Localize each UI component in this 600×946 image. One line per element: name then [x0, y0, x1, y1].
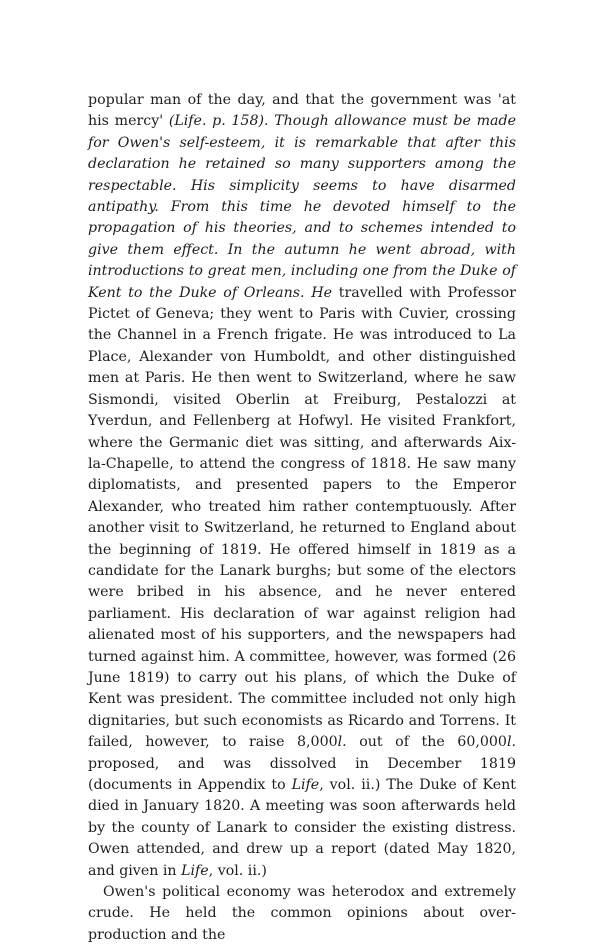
italic-text-segment: Life	[181, 862, 209, 879]
text-segment: Owen's political economy was heterodox and extremely crude. He held the common opinions about over-production and the	[88, 884, 516, 943]
text-segment: out of the 60,000	[346, 734, 507, 751]
page-body	[88, 90, 516, 946]
text-segment: travelled with Professor Pictet of Geneva; they went to Paris with Cuvier, crossing the Channel in a French frigate. He was introduced to La Place, Alexander von Humboldt, and other distinguished men at Paris. He then went to Switzerland, where he saw Sismondi, visited Oberlin at Freiburg, Pestalozzi at Yverdun, and Fellenberg at Hofwyl. He visited Frankfort, where the Germanic diet was sitting, and afterwards Aix-la-Chapelle, to attend the congress of 1818. He saw many diplomatists, and presented papers to the Emperor Alexander, who treated him rather contemptuously. After another visit to Switzerland, he returned to England about the beginning of 1819. He offered himself in 1819 as a candidate for the Lanark burghs; but some of the electors were bribed in his absence, and he never entered parliament. His declaration of war against religion had alienated most of his supporters, and the newspapers had turned against him. A committee, however, was formed (26 June 1819) to carry out his plans, of which the Duke of Kent was president. The committee included not only high dignitaries, but such economists as Ricardo and Torrens. It failed, however, to raise 8,000	[88, 284, 517, 751]
italic-text-segment: (Life. p. 158). Though allowance must be made for Owen's self-esteem, it is remarkable that after this declaration he retained so many supporters among the respectable. His simplicity seems to have disarmed antipathy. From this time he devoted himself to the propagation of his theories, and to schemes intended to give them effect. In the autumn he went abroad, with introductions to great men, including one from the Duke of Kent to the Duke of Orleans. He	[88, 113, 516, 301]
italic-text-segment: l.	[506, 734, 516, 751]
text-segment: proposed, and was dissolved in December 1819 (documents in Appendix to	[88, 755, 516, 793]
italic-text-segment: l.	[337, 734, 347, 751]
text-segment: , vol. ii.) The Duke of Kent died in January 1820. A meeting was soon afterwards held by the county of Lanark to consider the existing distress. Owen attended, and drew up a report (dated May 1820, and given in	[88, 777, 516, 879]
text-segment: popular man of the day, and that the government was 'at his mercy'	[88, 92, 516, 130]
paragraph-1	[88, 90, 516, 882]
italic-text-segment: Life	[291, 777, 320, 793]
paragraph-2	[88, 882, 516, 946]
text-segment: , vol. ii.)	[208, 862, 267, 879]
